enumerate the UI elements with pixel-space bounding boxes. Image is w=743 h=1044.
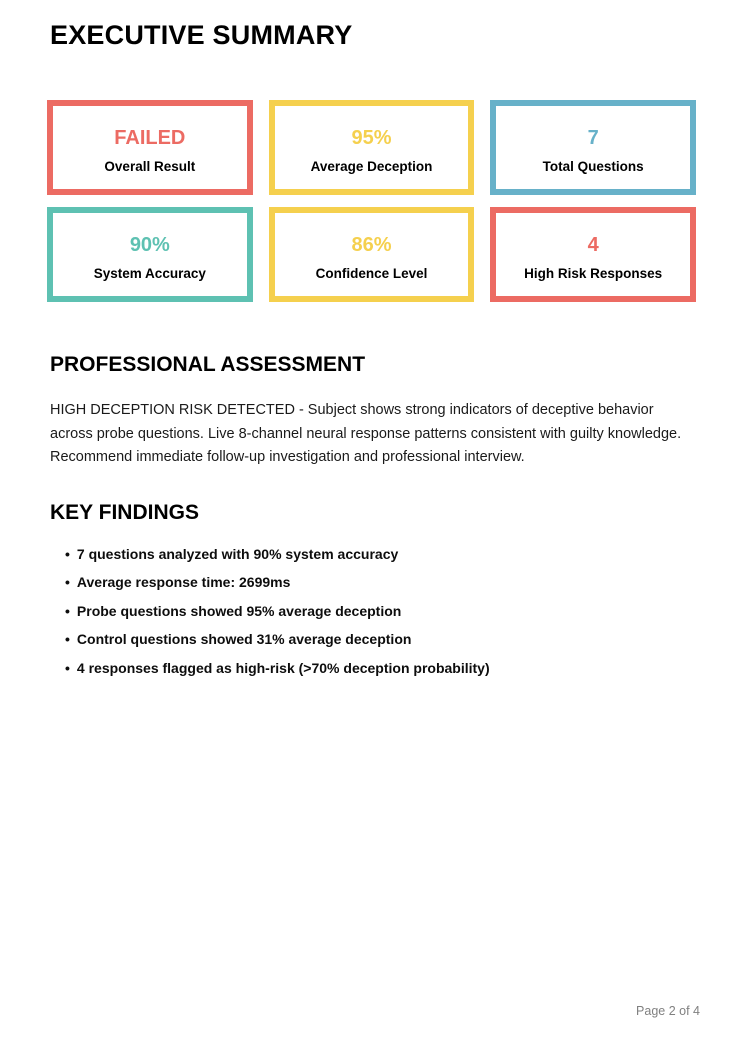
- summary-card-value: 4: [587, 233, 599, 256]
- bullet-icon: •: [65, 659, 70, 676]
- summary-card-label: Confidence Level: [315, 265, 428, 281]
- summary-cards: [47, 100, 696, 302]
- summary-card-label: System Accuracy: [93, 265, 206, 281]
- summary-card-value: 86%: [351, 233, 392, 256]
- key-finding-item: [65, 660, 693, 689]
- key-finding-item: [65, 574, 693, 603]
- page-title: EXECUTIVE SUMMARY: [50, 20, 353, 50]
- summary-card: [47, 207, 253, 302]
- summary-card-label: Total Questions: [542, 158, 644, 174]
- summary-card: [269, 100, 475, 195]
- key-finding-text: 4 responses flagged as high-risk (>70% deception probability): [76, 659, 490, 676]
- assessment-text: HIGH DECEPTION RISK DETECTED - Subject shows strong indicators of deceptive behavior across probe questions. Live 8-channel neural response patterns consistent with guilty knowledge. Recommend immediate follow-up investigation and professional interview.: [50, 402, 682, 465]
- bullet-icon: •: [65, 631, 70, 647]
- bullet-icon: •: [65, 545, 70, 562]
- key-finding-text: 7 questions analyzed with 90% system accuracy: [76, 545, 399, 562]
- summary-card-label: Average Deception: [310, 158, 433, 174]
- summary-card-label: High Risk Responses: [524, 265, 663, 281]
- summary-card-label: Overall Result: [104, 158, 196, 174]
- key-finding-item: [65, 631, 693, 660]
- key-findings-list: [65, 546, 693, 689]
- assessment-heading: PROFESSIONAL ASSESSMENT: [50, 353, 366, 376]
- key-finding-text: Control questions showed 31% average deception: [76, 631, 412, 647]
- key-finding-item: [65, 546, 693, 575]
- summary-card-value: 7: [587, 126, 599, 149]
- summary-card-value: 90%: [129, 233, 170, 256]
- key-finding-text: Average response time: 2699ms: [76, 574, 291, 590]
- bullet-icon: •: [65, 574, 70, 590]
- report-content: [0, 20, 743, 688]
- summary-card: [490, 100, 696, 195]
- key-finding-text: Probe questions showed 95% average deception: [76, 602, 402, 619]
- page-number: Page 2 of 4: [636, 1004, 700, 1018]
- summary-card: [269, 207, 475, 302]
- summary-card-value: FAILED: [114, 126, 186, 149]
- bullet-icon: •: [65, 602, 70, 619]
- summary-card: [490, 207, 696, 302]
- key-finding-item: [65, 603, 693, 632]
- key-findings-heading: KEY FINDINGS: [50, 500, 199, 524]
- summary-card-value: 95%: [351, 126, 392, 149]
- summary-card: [47, 100, 253, 195]
